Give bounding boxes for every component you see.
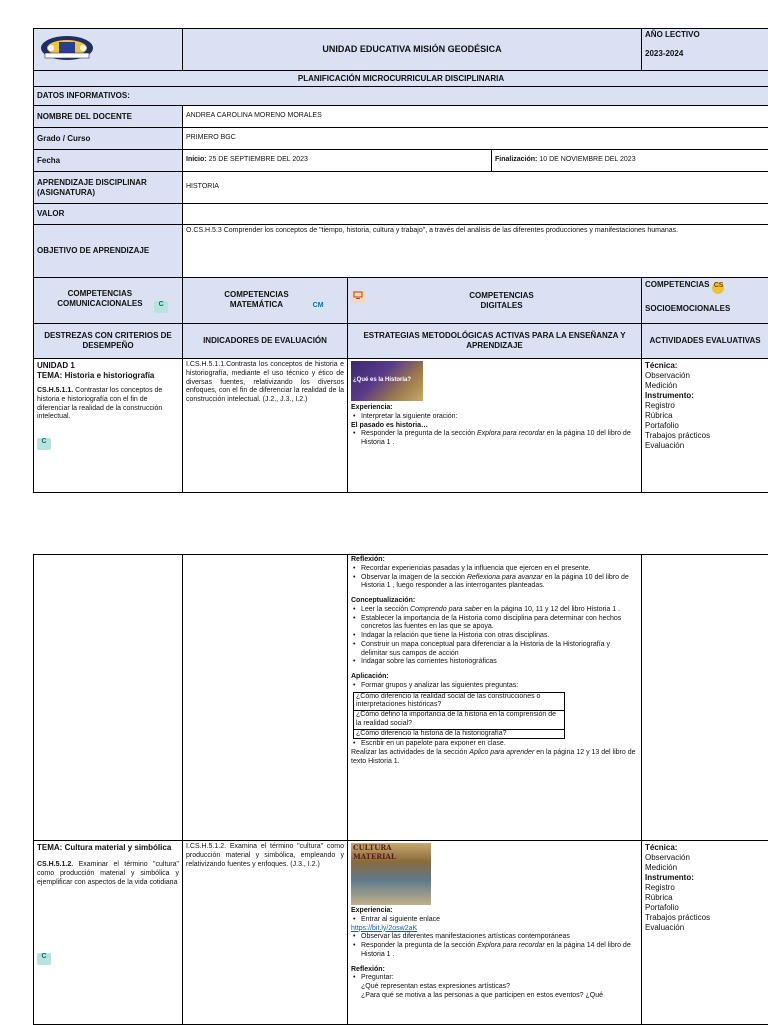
asignatura-value: HISTORIA	[183, 172, 768, 204]
cont-apl-text	[351, 749, 638, 767]
unit2-instrumento-item: Trabajos prácticos	[645, 913, 765, 923]
competencias-digitales-cell	[348, 278, 642, 324]
unit1-experiencia-title: Experiencia:	[351, 404, 638, 413]
unit2-tecnica-item: Observación	[645, 853, 765, 863]
competencias-socio-label: COMPETENCIAS	[645, 280, 709, 289]
cont-ref-item2-em: Reflexiona para avanzar	[467, 574, 543, 581]
col-indicadores: INDICADORES DE EVALUACIÓN	[183, 324, 348, 359]
unit2-ref-q1: ¿Qué representan estas expresiones artísticas?	[351, 983, 638, 992]
unit2-indicador: I.CS.H.5.1.2. Examina el término "cultura" como producción material y simbólica, empleando y relativizando fuentes y enfoques. (J.3., I.2.)	[183, 841, 348, 1025]
unit2-instrumento-item: Registro	[645, 883, 765, 893]
unit2-estrategias-cell	[348, 841, 642, 1025]
unit1-tema-label: TEMA:	[37, 371, 62, 380]
competencias-matematica-label: COMPETENCIAS MATEMÁTICA	[204, 290, 308, 310]
question-1: ¿Cómo diferencio la realidad social de las construcciones o interpretaciones históricas?	[354, 693, 564, 712]
cont-con-item1-a: Leer la sección	[361, 606, 408, 613]
cont-ref-item1: • Recordar experiencias pasadas y la influencia que ejercen en el presente.	[351, 565, 638, 574]
cont-apl-item1: • Formar grupos y analizar las siguientes preguntas:	[351, 682, 638, 691]
inicio-value: 25 DE SEPTIEMBRE DEL 2023	[209, 156, 308, 163]
unit1-exp-item2-em: Explora para recordar	[477, 430, 545, 437]
unit1-tecnica-item: Observación	[645, 371, 765, 381]
unit1-exp-item2	[351, 430, 638, 448]
unit1-tema-value: Historia e historiografía	[65, 371, 155, 380]
fecha-fin	[492, 150, 768, 172]
objetivo-label: OBJETIVO DE APRENDIZAJE	[34, 225, 183, 278]
cont-ref-item2-a: Observar la imagen de la sección	[361, 574, 465, 581]
unit2-exp-item3-a: Responder la pregunta de la sección	[361, 942, 475, 949]
unit2-enlace-link[interactable]: https://bit.ly/2osw2aK	[351, 925, 638, 934]
cont-con-item1-em: Comprendo para saber	[410, 606, 482, 613]
year-value: 2023-2024	[645, 49, 765, 59]
fecha-inicio	[183, 150, 492, 172]
col-actividades: ACTIVIDADES EVALUATIVAS	[642, 324, 768, 359]
unit1-indicador: I.CS.H.5.1.1.Contrasta los conceptos de historia e historiografía, mediante el uso técnico y ético de diversas fuentes, relativizando los diversos enfoques, con el fin de diferenciar la realidad de la construcción intelectual. (J.2., J.3., I.2.)	[183, 359, 348, 493]
unit1-instrumento-label: Instrumento:	[645, 391, 765, 401]
cont-apl-text-em: Aplico para aprender	[469, 749, 534, 756]
unit1-image-caption: ¿Qué es la Historia?	[353, 377, 411, 385]
unit2-exp-item3-em: Explora para recordar	[477, 942, 545, 949]
unit1-exp-item2-b: en la página 10 del libro de Historia 1 .	[361, 430, 631, 446]
unit1-exp-item1: • Interpretar la siguiente oración:	[351, 413, 638, 422]
unit2-instrumento-item: Rúbrica	[645, 893, 765, 903]
cont-con-item4: • Construir un mapa conceptual para diferenciar a la Historia de la Historiografía y delimitar sus campos de acción	[351, 641, 638, 659]
cont-con-item1-b: en la página 10, 11 y 12 del libro Historia 1 .	[484, 606, 620, 613]
cont-ref-item2-b: en la página 10 del libro de Historia 1 , luego responder a las interrogantes planteadas.	[361, 574, 629, 590]
school-logo-cell	[34, 29, 183, 71]
unit2-instrumento-item: Evaluación	[645, 923, 765, 933]
cont-concept-title: Conceptualización:	[351, 597, 638, 606]
unit2-cultura-image	[351, 843, 431, 905]
unit2-actividades-cell	[642, 841, 768, 1025]
unit2-tema-value: Cultura material y simbólica	[65, 843, 172, 852]
unit1-unidad: UNIDAD 1	[37, 361, 179, 371]
unit2-reflexion-title: Reflexión:	[351, 966, 638, 975]
unit1-destreza-text: Contrastar los conceptos de historia e historiografía con el fin de diferenciar la realidad de la construcción intelectual.	[37, 387, 162, 420]
unit1-instrumento-item: Evaluación	[645, 441, 765, 451]
cont-con-item5: • Indagar sobre las corrientes historiográficas	[351, 658, 638, 667]
unit1-destreza-code: CS.H.5.1.1.	[37, 387, 73, 394]
unit1-destreza-cell	[34, 359, 183, 493]
unit2-ref-q2: ¿Para qué se motiva a las personas a que participen en estos eventos? ¿Qué	[351, 992, 638, 1001]
unit1-instrumento-item: Trabajos prácticos	[645, 431, 765, 441]
unit1-tecnica-item: Medición	[645, 381, 765, 391]
year-label: AÑO LECTIVO	[645, 30, 765, 40]
unit1-actividades-cell	[642, 359, 768, 493]
unit2-experiencia-title: Experiencia:	[351, 907, 638, 916]
unit2-image-caption: CULTURA MATERIAL	[353, 844, 431, 862]
datos-informativos-heading: DATOS INFORMATIVOS:	[34, 87, 768, 106]
cont-con-item1	[351, 606, 638, 615]
unit1-tecnica-label: Técnica:	[645, 361, 765, 371]
unit2-exp-item2: • Observar las diferentes manifestaciones artísticas contemporáneas	[351, 933, 638, 942]
unit2-destreza-code: CS.H.5.1.2.	[37, 861, 73, 868]
planning-table-page-1	[33, 28, 768, 493]
cont-actividades-cell	[642, 555, 768, 841]
objetivo-value: O.CS.H.5.3 Comprender los conceptos de "tiempo, historia, cultura y trabajo", a través del análisis de las diferentes producciones y manifestaciones humanas.	[183, 225, 768, 278]
valor-value	[183, 204, 768, 225]
cont-destreza-cell	[34, 555, 183, 841]
comunicacional-badge-icon: C	[154, 301, 168, 313]
matematica-badge-icon: CM	[311, 302, 326, 311]
questions-box	[353, 692, 565, 740]
fin-label: Finalización:	[495, 156, 537, 163]
unit1-instrumento-item: Registro	[645, 401, 765, 411]
unit2-instrumento-label: Instrumento:	[645, 873, 765, 883]
plan-title: PLANIFICACIÓN MICROCURRICULAR DISCIPLINARIA	[34, 71, 768, 87]
unit2-ref-item1: • Preguntar:	[351, 974, 638, 983]
competencias-digitales-label: COMPETENCIAS DIGITALES	[452, 291, 552, 311]
competencias-socioemocionales-label: SOCIOEMOCIONALES	[645, 304, 765, 314]
unit2-exp-item3	[351, 942, 638, 960]
institution-name: UNIDAD EDUCATIVA MISIÓN GEODÉSICA	[183, 29, 642, 71]
cont-apl-text-a: Realizar las actividades de la sección	[351, 749, 467, 756]
competencias-comunicacionales-label: COMPETENCIAS COMUNICACIONALES	[48, 289, 152, 309]
cont-indicador-cell	[183, 555, 348, 841]
unit2-destreza-text: Examinar el término "cultura" como producción material y simbólica y ejemplificar con aspectos de la vida cotidiana	[37, 861, 179, 886]
docente-label: NOMBRE DEL DOCENTE	[34, 106, 183, 128]
cont-apl-text-b: en la página 12 y 13 del libro de texto Historia 1.	[351, 749, 636, 765]
fin-value: 10 DE NOVIEMBRE DEL 2023	[539, 156, 635, 163]
school-logo-icon	[37, 33, 97, 63]
unit2-exp-item3-b: en la página 14 del libro de Historia 1 .	[361, 942, 631, 958]
competencias-matematica-cell	[183, 278, 348, 324]
col-estrategias: ESTRATEGIAS METODOLÓGICAS ACTIVAS PARA LA ENSEÑANZA Y APRENDIZAJE	[348, 324, 642, 359]
unit2-c-badge-icon: C	[37, 953, 51, 965]
unit1-exp-item2-a: Responder la pregunta de la sección	[361, 430, 475, 437]
competencias-comunicacionales-cell	[34, 278, 183, 324]
unit2-tema-label: TEMA:	[37, 843, 62, 852]
cont-estrategias-cell	[348, 555, 642, 841]
grado-value: PRIMERO BGC	[183, 128, 768, 150]
cont-con-item3: • Indagar la relación que tiene la Historia con otras disciplinas.	[351, 632, 638, 641]
cont-reflexion-title: Reflexión:	[351, 556, 638, 565]
cont-ref-item2	[351, 574, 638, 592]
inicio-label: Inicio:	[186, 156, 207, 163]
unit2-destreza-cell	[34, 841, 183, 1025]
socioemocional-badge-icon: CS	[712, 282, 724, 294]
unit2-tecnica-item: Medición	[645, 863, 765, 873]
unit2-exp-item1: • Entrar al siguiente enlace	[351, 916, 638, 925]
competencias-socioemocionales-cell	[642, 278, 768, 324]
unit1-exp-quote: El pasado es historia…	[351, 422, 638, 431]
fecha-label: Fecha	[34, 150, 183, 172]
col-destrezas: DESTREZAS CON CRITERIOS DE DESEMPEÑO	[34, 324, 183, 359]
question-3: ¿Cómo diferencio la historia de la historiografía?	[354, 730, 564, 739]
unit1-historia-image	[351, 361, 423, 401]
digital-badge-icon	[351, 291, 365, 303]
planning-table-page-2	[33, 554, 768, 1025]
cont-apl-item2: • Escribir en un papelote para exponer en clase.	[351, 740, 638, 749]
unit1-estrategias-cell	[348, 359, 642, 493]
unit2-instrumento-item: Portafolio	[645, 903, 765, 913]
unit1-instrumento-item: Portafolio	[645, 421, 765, 431]
question-2: ¿Cómo defino la importancia de la historia en la comprensión de la realidad social?	[354, 711, 564, 730]
docente-value: ANDREA CAROLINA MORENO MORALES	[183, 106, 768, 128]
cont-aplicacion-title: Aplicación:	[351, 673, 638, 682]
valor-label: VALOR	[34, 204, 183, 225]
unit1-c-badge-icon: C	[37, 438, 51, 450]
asignatura-label: APRENDIZAJE DISCIPLINAR (ASIGNATURA)	[34, 172, 183, 204]
school-year-cell	[642, 29, 768, 71]
unit1-instrumento-item: Rúbrica	[645, 411, 765, 421]
unit2-tecnica-label: Técnica:	[645, 843, 765, 853]
cont-con-item2: • Establecer la importancia de la Historia como disciplina para determinar con hechos concretos las fuentes en las que se apoya.	[351, 615, 638, 633]
grado-label: Grado / Curso	[34, 128, 183, 150]
